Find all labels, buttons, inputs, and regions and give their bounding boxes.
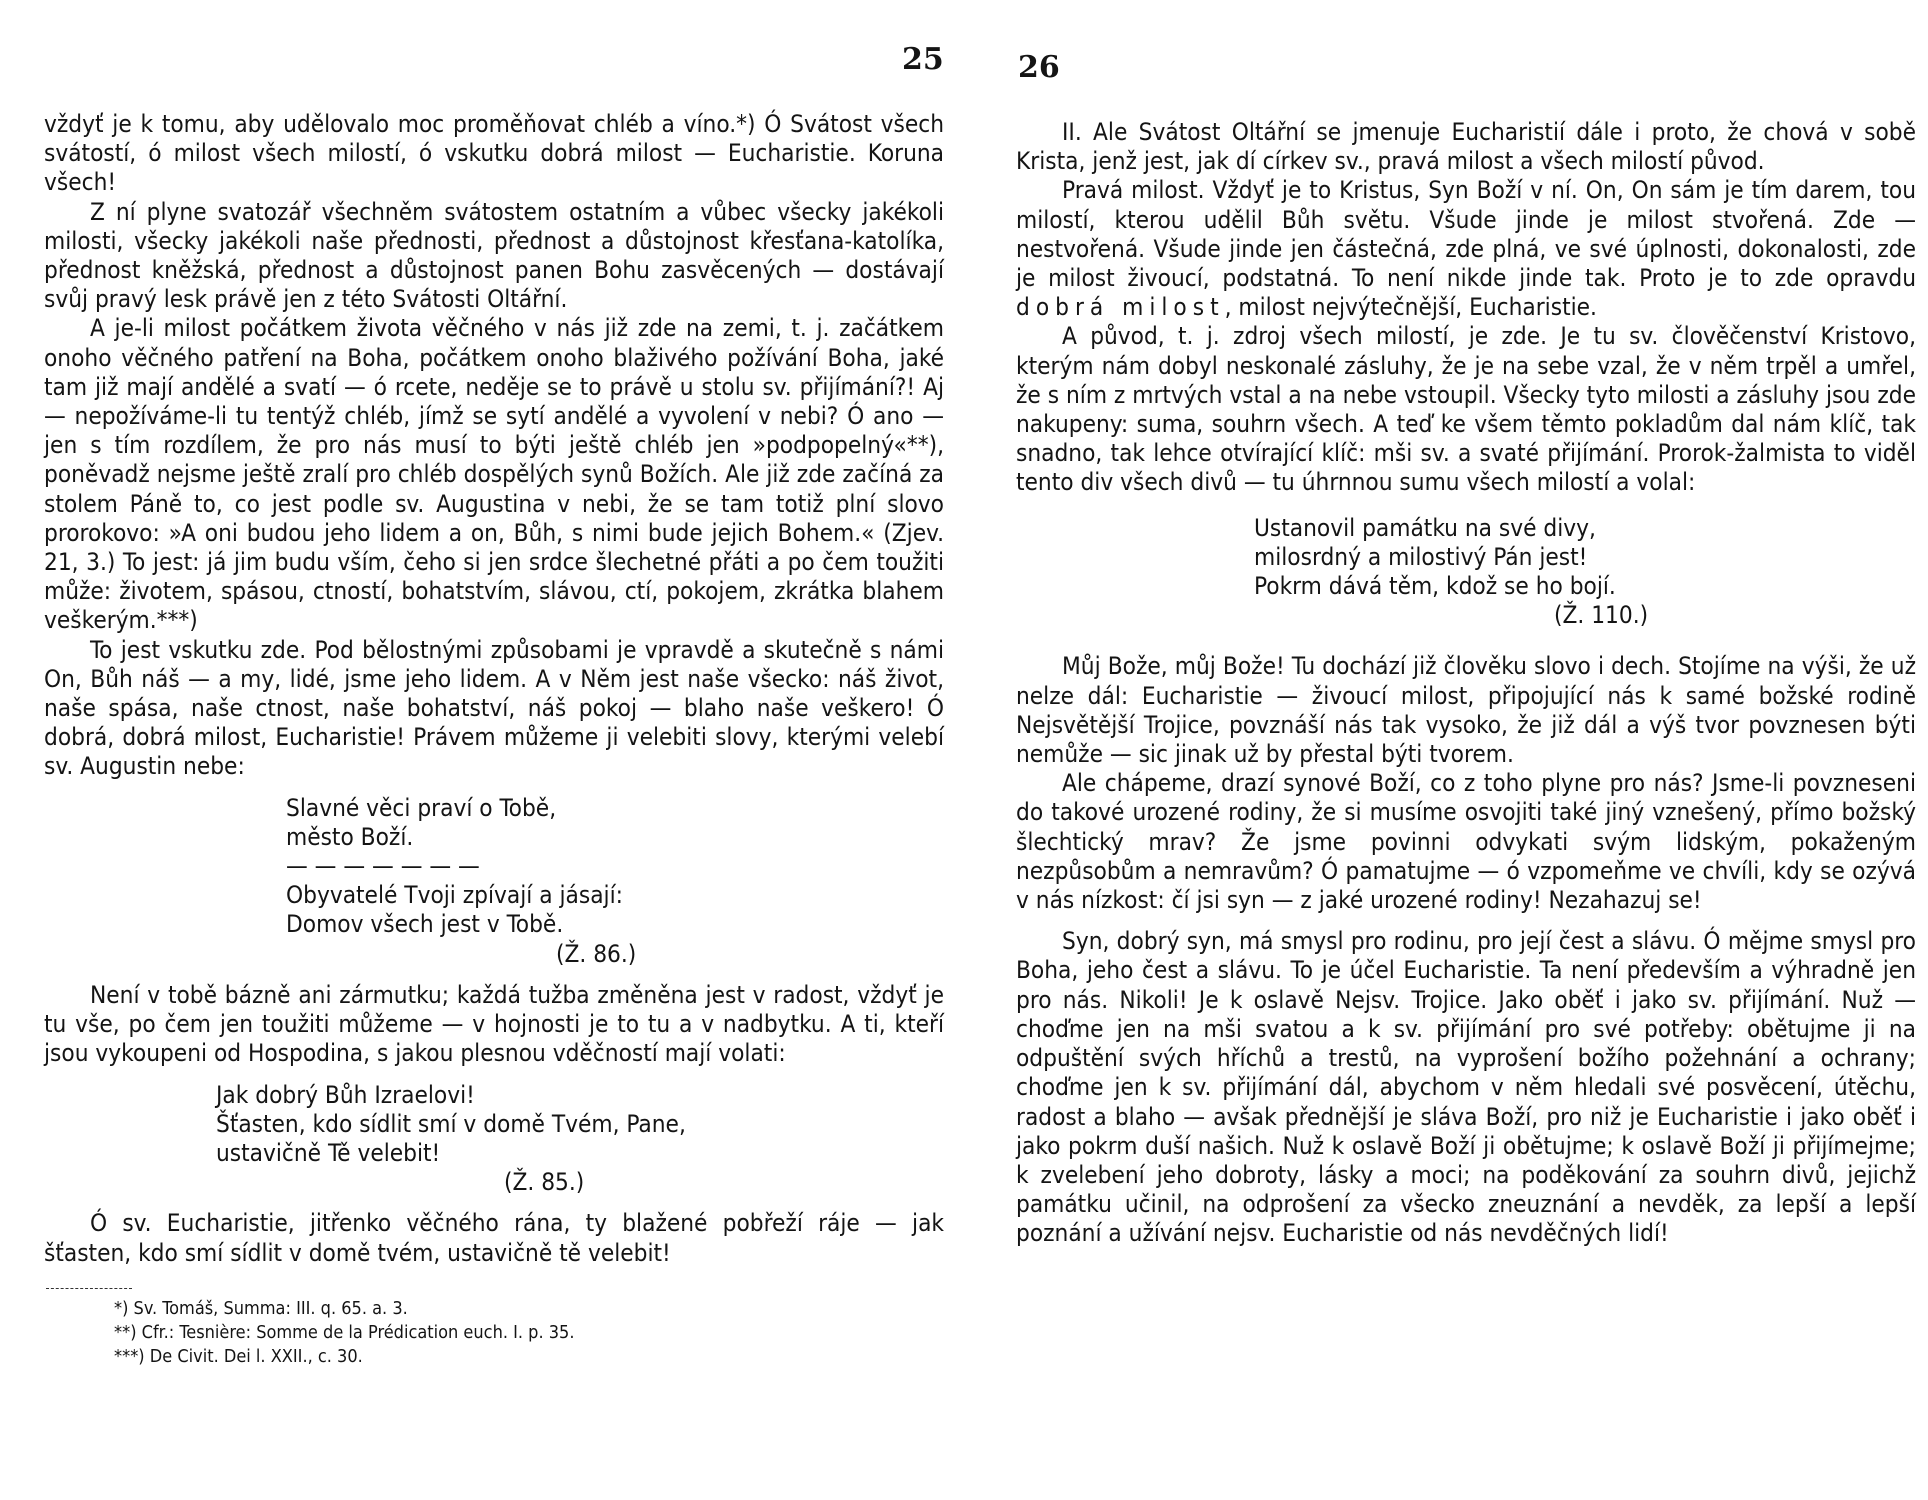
verse-line: Slavné věci praví o Tobě,	[286, 793, 557, 822]
emphasized-text: dobrá milost	[1016, 293, 1225, 322]
paragraph: Ó sv. Eucharistie, jitřenko věčného rána, ty blažené pobřeží ráje — jak šťasten, kdo smí sídlit v domě tvém, ustavičně tě velebit!	[44, 1209, 944, 1267]
verse-line: Pokrm dává těm, kdož se ho bojí.	[1254, 572, 1616, 601]
verse-line: město Boží.	[286, 822, 414, 851]
psalm-quote	[216, 1081, 944, 1198]
verse-line: Jak dobrý Bůh Izraelovi!	[216, 1080, 475, 1109]
verse-divider: — — — — — — —	[286, 852, 480, 881]
psalm-reference: (Ž. 86.)	[556, 939, 637, 968]
paragraph-text: Pravá milost. Vždyť je to Kristus, Syn Boží v ní. On, On sám je tím darem, tou milostí, kterou udělil Bůh světu. Všude jinde je milost stvořená. Zde — nestvořená. Všude jinde jen částečná, zde plná, ve své úplnosti, dokonalosti, zde je milost živoucí, podstatná. To není nikde jinde tak. Proto je to zde opravdu	[1016, 176, 1916, 293]
paragraph: Není v tobě bázně ani zármutku; každá tužba změněna jest v radost, vždyť je tu vše, po čem jen toužiti můžeme — v hojnosti je to tu a v nadbytku. A ti, kteří jsou vykoupeni od Hospodina, s jakou plesnou vděčností mají volati:	[44, 980, 944, 1068]
psalm-reference: (Ž. 85.)	[504, 1168, 585, 1197]
paragraph: Ale chápeme, drazí synové Boží, co z toho plyne pro nás? Jsme-li povzneseni do takové urozené rodiny, že si musíme osvojiti také jiný vznešený, přímo božský šlechtický mrav? Že jsme povinni odvykati svým lidským, pokaženým nezpůsobům a nemravům? Ó pamatujme — ó vzpomeňme ve chvíli, kdy se ozývá v nás nízkost: čí jsi syn — z jaké urozené rodiny! Nezahazuj se!	[1016, 769, 1916, 915]
verse-line: Obyvatelé Tvoji zpívají a jásají:	[286, 881, 623, 910]
paragraph: II. Ale Svátost Oltářní se jmenuje Eucharistií dále i proto, že chová v sobě Krista, jenž jest, jak dí církev sv., pravá milost a všech milostí původ.	[1016, 118, 1916, 176]
paragraph: Syn, dobrý syn, má smysl pro rodinu, pro její čest a slávu. Ó mějme smysl pro Boha, jeho čest a slávu. To je účel Eucharistie. Ta není především a výhradně jen pro nás. Nikoli! Je k oslavě Nejsv. Trojice. Jako oběť i jako sv. přijímání. Nuž — choďme jen na mši svatou a k sv. přijímání pro své potřeby: obětujme ji na odpuštění svých hříchů a trestů, na vyprošení božího požehnání a ochrany; choďme jen k sv. přijímání dál, abychom v něm hledali své posvěcení, útěchu, radost a blaho — avšak přednější je sláva Boží, pro niž je Eucharistie i jako oběť i jako pokrm duší našich. Nuž k oslavě Boží ji obětujme; k oslavě Boží ji přijímejme; k zvelebení jeho dobroty, lásky a moci; na poděkování za souhrn divů, jejichž památku učinil, na odprošení za všecko zneuznání a nevděk, za lepší a lepší poznání a užívání nejsv. Eucharistie od nás nevděčných lidí!	[1016, 927, 1916, 1248]
footnote: ***) De Civit. Dei l. XXII., c. 30.	[114, 1345, 363, 1367]
footnotes	[44, 1288, 944, 1369]
paragraph: vždyť je k tomu, aby udělovalo moc proměňovat chléb a víno.*) Ó Svátost všech svátostí, ó milost všech milostí, ó vskutku dobrá milost — Eucharistie. Koruna všech!	[44, 110, 944, 197]
psalm-reference: (Ž. 110.)	[1554, 601, 1649, 630]
left-page-body	[44, 110, 944, 1369]
footnote-rule	[46, 1288, 132, 1289]
psalm-quote	[286, 794, 944, 969]
page-number: 26	[1018, 50, 1060, 85]
paragraph: Z ní plyne svatozář všechněm svátostem ostatním a vůbec všecky jakékoli milosti, všecky jakékoli naše přednosti, přednost a důstojnost křesťana-katolíka, přednost kněžská, přednost a důstojnost panen Bohu zasvěcených — dostávají svůj pravý lesk právě jen z této Svátosti Oltářní.	[44, 197, 944, 314]
verse-line: Šťasten, kdo sídlit smí v domě Tvém, Pane,	[216, 1109, 686, 1138]
footnote: *) Sv. Tomáš, Summa: III. q. 65. a. 3.	[114, 1297, 408, 1319]
verse-line: ustavičně Tě velebit!	[216, 1138, 441, 1167]
paragraph: To jest vskutku zde. Pod bělostnými způsobami je vpravdě a skutečně s námi On, Bůh náš — a my, lidé, jsme jeho lidem. A v Něm jest naše všecko: náš život, naše spása, naše ctnost, naše bohatství, náš pokoj — blaho naše veškero! Ó dobrá, dobrá milost, Eucharistie! Právem můžeme ji velebiti slovy, kterými velebí sv. Augustin nebe:	[44, 635, 944, 781]
right-page	[1016, 0, 1916, 1500]
verse-line: Ustanovil památku na své divy,	[1254, 513, 1596, 542]
paragraph-text: , milost nejvýtečnější, Eucharistie.	[1224, 293, 1597, 322]
paragraph	[1016, 176, 1916, 322]
footnote: **) Cfr.: Tesnière: Somme de la Prédication euch. I. p. 35.	[114, 1321, 575, 1343]
paragraph: A je-li milost počátkem života věčného v nás již zde na zemi, t. j. začátkem onoho věčného patření na Boha, počátkem onoho blaživého požívání Boha, jaké tam již mají andělé a svatí — ó rcete, neděje se to právě u stolu sv. přijímání?! Aj — nepožíváme-li tu tentýž chléb, jímž se sytí andělé a vyvolení v nebi? Ó ano — jen s tím rozdílem, že pro nás musí to býti ještě chléb jen »podpopelný«**), poněvadž nejsme ještě zralí pro chléb dospělých synů Božích. Ale již zde začíná za stolem Páně to, co jest podle sv. Augustina v nebi, že se tam totiž plní slovo prorokovo: »A oni budou jeho lidem a on, Bůh, s nimi bude jejich Bohem.« (Zjev. 21, 3.) To jest: já jim budu vším, čeho si jen srdce šlechetné přáti a po čem toužiti může: životem, spásou, ctností, bohatstvím, slávou, ctí, pokojem, zkrátka blahem veškerým.***)	[44, 314, 944, 635]
page-number: 25	[902, 42, 944, 77]
verse-line: Domov všech jest v Tobě.	[286, 910, 564, 939]
right-page-body	[1016, 118, 1916, 1249]
paragraph: A původ, t. j. zdroj všech milostí, je zde. Je tu sv. člověčenství Kristovo, kterým nám dobyl neskonalé zásluhy, že je na sebe vzal, že v něm trpěl a umřel, že s ním z mrtvých vstal a na nebe vstoupil. Všecky tyto milosti a zásluhy jsou zde nakupeny: suma, souhrn všech. A teď ke všem těmto pokladům dal nám klíč, tak snadno, tak lehce otvírající klíč: mši sv. a svaté přijímání. Prorok-žalmista to viděl tento div všech divů — tu úhrnnou sumu všech milostí a volal:	[1016, 322, 1916, 497]
left-page	[44, 0, 944, 1500]
paragraph: Můj Bože, můj Bože! Tu dochází již člověku slovo i dech. Stojíme na výši, že už nelze dál: Eucharistie — živoucí milost, připojující nás k samé božské rodině Nejsvětější Trojice, povznáší nás tak vysoko, že již dál a výš tvor povznesen býti nemůže — sic jinak už by přestal býti tvorem.	[1016, 652, 1916, 769]
psalm-quote	[1254, 514, 1916, 631]
verse-line: milosrdný a milostivý Pán jest!	[1254, 542, 1588, 571]
